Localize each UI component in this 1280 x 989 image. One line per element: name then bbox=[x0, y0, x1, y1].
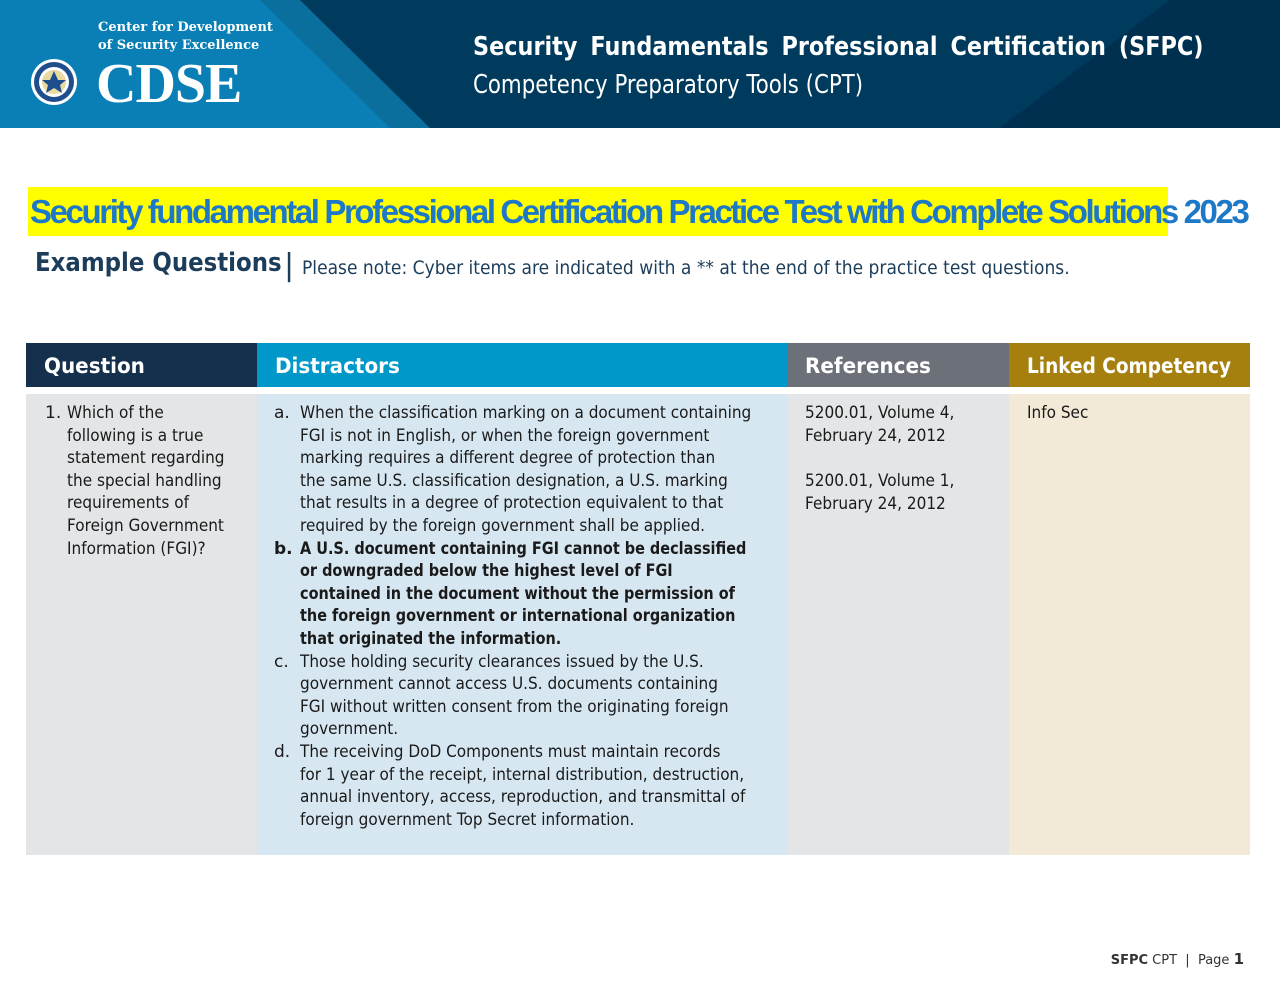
document-title bbox=[28, 187, 1248, 236]
option-line: foreign government Top Secret information. bbox=[300, 809, 635, 830]
option-text bbox=[300, 651, 820, 741]
footer-doc-code: SFPC bbox=[1110, 953, 1149, 968]
competency-value bbox=[1027, 402, 1095, 425]
question-cell bbox=[26, 394, 257, 855]
option-line: the same U.S. classification designation, a U.S. marking bbox=[300, 470, 728, 491]
option-line: contained in the document without the permission of bbox=[300, 583, 735, 604]
option-line: for 1 year of the receipt, internal distribution, destruction, bbox=[300, 764, 745, 785]
option-letter: d. bbox=[274, 742, 291, 762]
option-text bbox=[300, 402, 820, 538]
reference-line: 5200.01, Volume 4, bbox=[805, 403, 955, 423]
section-heading bbox=[35, 248, 1070, 283]
option-letter: a. bbox=[274, 403, 290, 423]
competency-cell bbox=[1009, 394, 1250, 855]
question-line: the special handling bbox=[67, 470, 222, 491]
question-line: statement regarding bbox=[67, 448, 225, 469]
option-line: FGI without written consent from the originating foreign bbox=[300, 696, 729, 717]
option-text bbox=[300, 538, 820, 651]
header-competency bbox=[1009, 343, 1250, 387]
option-line: the foreign government or international organization bbox=[300, 606, 736, 627]
option-line: The receiving DoD Components must maintain records bbox=[300, 742, 721, 762]
option-line: required by the foreign government shall be applied. bbox=[300, 515, 706, 536]
org-name-line-1: Center for Development bbox=[98, 20, 273, 35]
option-line: marking requires a different degree of protection than bbox=[300, 448, 716, 469]
section-label: Example Questions bbox=[35, 248, 282, 278]
question-line: requirements of bbox=[67, 493, 189, 514]
org-name-line-2: of Security Excellence bbox=[98, 38, 260, 53]
question-line: Which of the bbox=[67, 403, 164, 423]
header-question-label: Question bbox=[44, 354, 145, 378]
footer-separator: | bbox=[1185, 953, 1190, 968]
header-distractors-label: Distractors bbox=[275, 354, 400, 378]
distractors-cell bbox=[257, 394, 787, 855]
option-line: government. bbox=[300, 719, 399, 740]
competency-text: Info Sec bbox=[1027, 403, 1089, 423]
option-letter: c. bbox=[274, 651, 289, 672]
option-line: government cannot access U.S. documents containing bbox=[300, 674, 718, 695]
header-banner bbox=[0, 0, 1280, 128]
footer-page-label: Page bbox=[1197, 953, 1230, 968]
header-competency-label: Linked Competency bbox=[1027, 354, 1232, 378]
option-line: that results in a degree of protection equivalent to that bbox=[300, 493, 724, 514]
option-line: Those holding security clearances issued by the U.S. bbox=[300, 651, 704, 672]
header-references bbox=[787, 343, 1009, 387]
org-acronym: CDSE bbox=[96, 53, 242, 115]
dod-seal-icon bbox=[30, 58, 78, 106]
option-line: When the classification marking on a document containing bbox=[300, 403, 752, 423]
header-references-label: References bbox=[805, 354, 931, 378]
option-line: A U.S. document containing FGI cannot be declassified bbox=[300, 538, 747, 559]
banner-title: Security Fundamentals Professional Certification (SFPC) bbox=[473, 32, 1204, 62]
question-line: following is a true bbox=[67, 425, 204, 446]
option-line: FGI is not in English, or when the foreign government bbox=[300, 425, 710, 446]
question-line: Information (FGI)? bbox=[67, 538, 206, 559]
option-letter: b. bbox=[274, 538, 293, 559]
option-line: annual inventory, access, reproduction, and transmittal of bbox=[300, 787, 746, 808]
reference-entry bbox=[805, 402, 971, 447]
section-note: Please note: Cyber items are indicated with a ** at the end of the practice test questions. bbox=[302, 257, 1070, 279]
footer-doc-suffix: CPT bbox=[1152, 953, 1178, 968]
banner-subtitle: Competency Preparatory Tools (CPT) bbox=[473, 70, 864, 100]
header-distractors bbox=[257, 343, 787, 387]
section-separator: | bbox=[284, 248, 295, 283]
reference-entry bbox=[805, 470, 971, 515]
option-line: or downgraded below the highest level of FGI bbox=[300, 561, 673, 582]
reference-line: February 24, 2012 bbox=[805, 425, 946, 446]
references-cell bbox=[787, 394, 1009, 855]
footer-page-number: 1 bbox=[1233, 950, 1244, 968]
header-question bbox=[26, 343, 257, 387]
page-footer bbox=[1111, 950, 1244, 968]
reference-line: 5200.01, Volume 1, bbox=[805, 471, 955, 491]
reference-line: February 24, 2012 bbox=[805, 493, 946, 514]
document-title-text: Security fundamental Professional Certification Practice Test with Complete Solutions 2023 bbox=[30, 193, 1248, 230]
option-line: that originated the information. bbox=[300, 628, 562, 649]
option-text bbox=[300, 741, 820, 831]
question-number: 1. bbox=[45, 403, 62, 423]
question-line: Foreign Government bbox=[67, 515, 224, 536]
cdse-logo bbox=[30, 18, 273, 118]
question-text bbox=[67, 402, 267, 560]
